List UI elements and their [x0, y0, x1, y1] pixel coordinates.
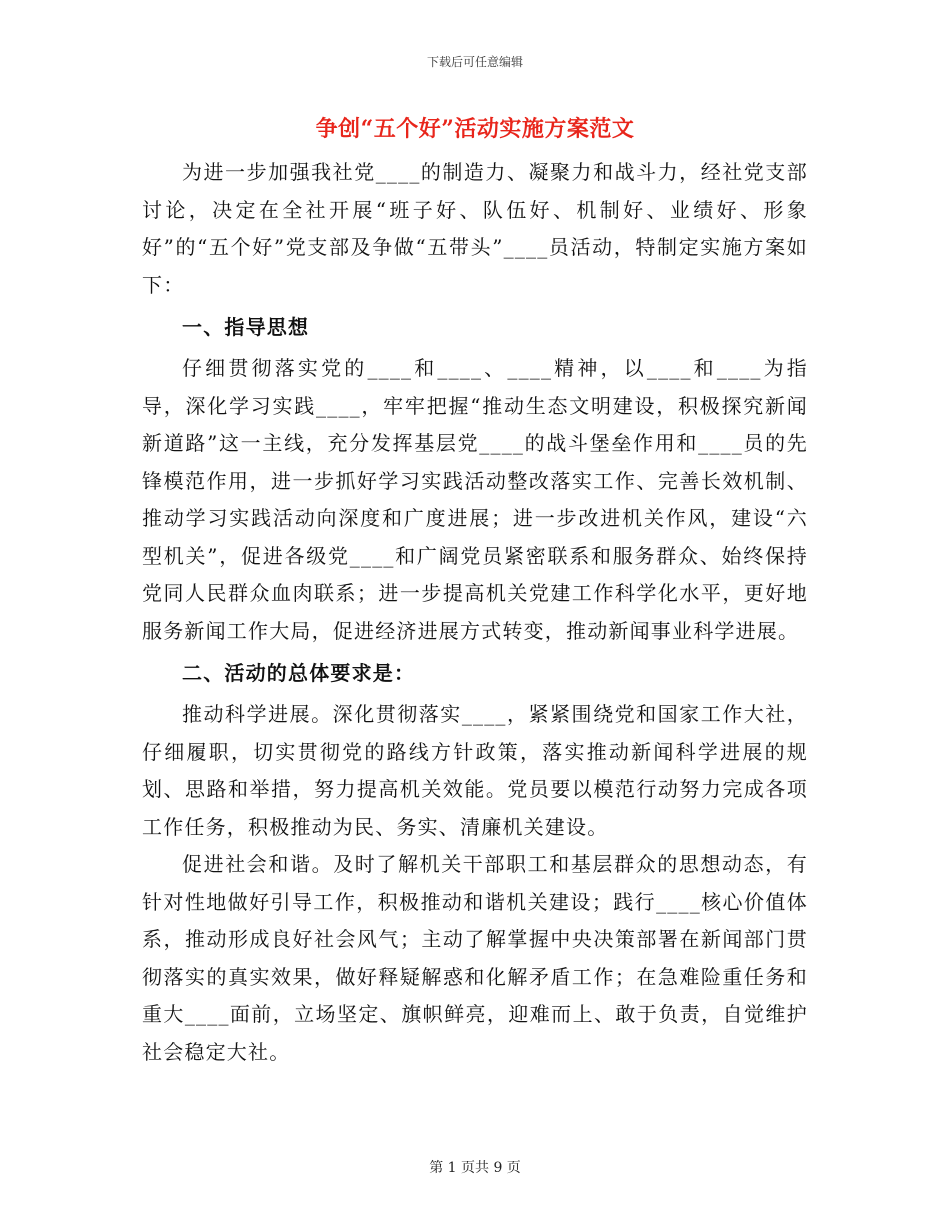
section-heading-overall-requirements: 二、活动的总体要求是：: [182, 661, 416, 685]
document-body: [142, 154, 808, 1071]
page-header-note: 下载后可任意编辑: [426, 55, 523, 69]
intro-paragraph: 为进一步加强我社党____的制造力、凝聚力和战斗力，经社党支部讨论，决定在全社开展“班子好、队伍好、机制好、业绩好、形象好”的“五个好”党支部及争做“五带头”____员活动，特制定实施方案如下：: [142, 160, 808, 297]
section-heading-guiding-thought: 一、指导思想: [182, 315, 310, 339]
section-paragraph-guiding-thought: 仔细贯彻落实党的____和____、____精神，以____和____为指导，深化学习实践____，牢牢把握“推动生态文明建设，积极探究新闻新道路”这一主线，充分发挥基层党____的战斗堡垒作用和____员的先锋模范作用，进一步抓好学习实践活动整改落实工作、完善长效机制、推动学习实践活动向深度和广度进展；进一步改进机关作风，建设“六型机关”，促进各级党____和广阔党员紧密联系和服务群众、始终保持党同人民群众血肉联系；进一步提高机关党建工作科学化水平，更好地服务新闻工作大局，促进经济进展方式转变，推动新闻事业科学进展。: [142, 356, 808, 643]
section-paragraph-social-harmony: 促进社会和谐。及时了解机关干部职工和基层群众的思想动态，有针对性地做好引导工作，积极推动和谐机关建设；践行____核心价值体系，推动形成良好社会风气；主动了解掌握中央决策部署在新闻部门贯彻落实的真实效果，做好释疑解惑和化解矛盾工作；在急难险重任务和重大____面前，立场坚定、旗帜鲜亮，迎难而上、敢于负责，自觉维护社会稳定大社。: [142, 852, 808, 1064]
document-title: 争创“五个好”活动实施方案范文: [315, 116, 635, 142]
page-number-footer: 第 1 页共 9 页: [429, 1160, 521, 1176]
section-paragraph-scientific-progress: 推动科学进展。深化贯彻落实____，紧紧围绕党和国家工作大社，仔细履职，切实贯彻党的路线方针政策，落实推动新闻科学进展的规划、思路和举措，努力提高机关效能。党员要以模范行动努力完成各项工作任务，积极推动为民、务实、清廉机关建设。: [142, 702, 808, 839]
